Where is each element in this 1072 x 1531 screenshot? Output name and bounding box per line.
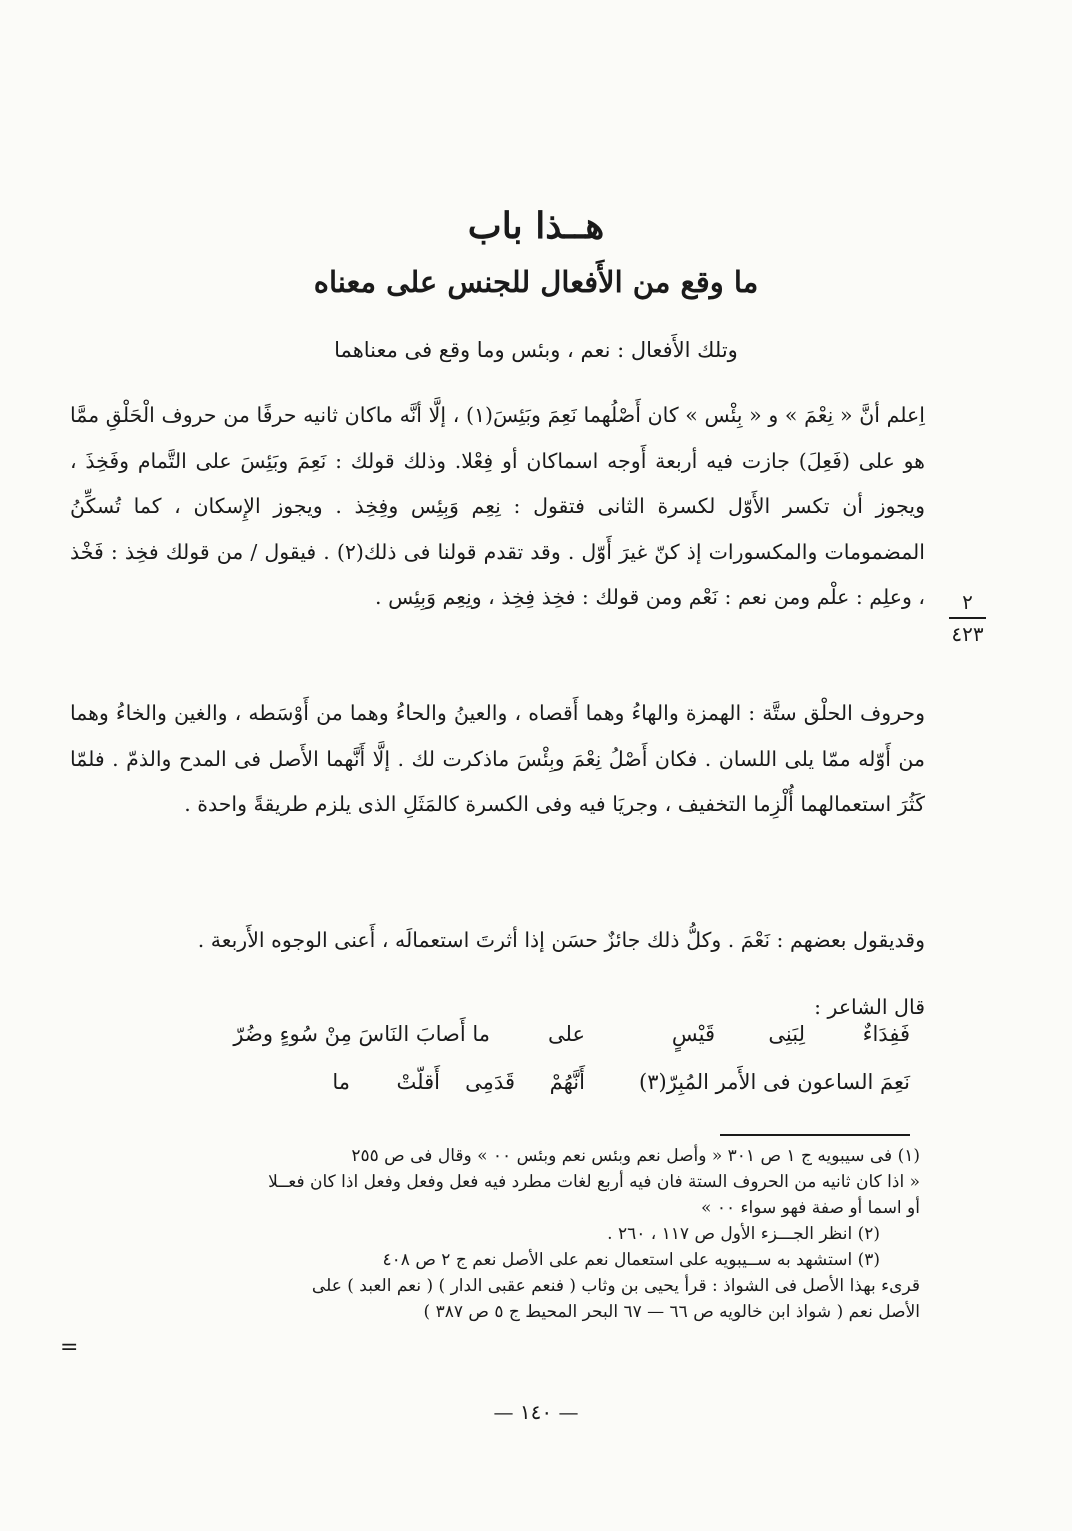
verse-word: فَفِدَاءٌ — [862, 1022, 910, 1046]
verse-hemistich: نَعِمَ الساعون فى الأَمر المُبِرّ(٣) — [639, 1070, 910, 1094]
poet-intro: قال الشاعر : — [814, 995, 925, 1019]
footnote-line: (١) فى سيبويه ج ١ ص ٣٠١ « وأصل نعم وبئس نعم وبئس ٠٠ » وقال فى ص ٢٥٥ — [351, 1146, 920, 1166]
footnote-separator — [720, 1134, 910, 1136]
paragraph-2: وحروف الحلْق ستَّة : الهمزة والهاءُ وهما أَقصاه ، والعينُ والحاءُ وهما من أَوْسَطه ، والغين والخاءُ وهما من أَوّله ممّا يلى اللسان . فكان أَصْلُ نِعْمَ وبِئْسَ ماذكرت لك . إلَّا أَنَّهما الأَصل فى المدح والذمّ . فلمّا كَثُرَ استعمالهما أُلْزِما التخفيف ، وجريَا فيه وفى الكسرة كالمَثَلِ الذى يلزم طريقةً واحدة . — [70, 701, 925, 816]
verse-word: قَيْسٍ — [671, 1022, 715, 1046]
paragraph-1: اِعلم أنَّ « نِعْمَ » و « بِئْس » كان أَصْلُهما نَعِمَ وبَئِسَ(١) ، إلَّا أنَّه ماكان ثانيه حرفًا من حروف الْحَلْقِ ممَّا هو على (فَعِلَ) جازت فيه أربعة أَوجه اسماكان أو فِعْلا. وذلك قولك : نَعِمَ وبَئِسَ على التَّمام وفَخِذَ ، ويجوز أن تكسر الأَوّل لكسرة الثانى فتقول : نِعِم وَبِئِس وفِخِذ . ويجوز الإِسكان ، كما تُسكِّنُ المضمومات والمكسورات إذ كنّ غيرَ أَوّل . وقد تقدم قولنا فى ذلك(٢) . فيقول / من قولك فخِذ : فَخْذ ، وعلِم : علْم ومن نعم : نَعْم ومن قولك : فخِذ فِخِذ ، ونِعِم وَبِئِس . — [70, 403, 925, 609]
chapter-subheading: وتلك الأَفعال : نعم ، وبئس وما وقع فى معناهما — [334, 338, 738, 362]
paragraph-3: وقديقول بعضهم : نَعْمَ . وكلُّ ذلك جائزٌ حسَن إذا أثرتَ استعمالَه ، أَعنى الوجوه الأَربعة . — [197, 928, 925, 952]
footnote-line: الأصل نعم ( شواذ ابن خالويه ص ٦٦ — ٦٧ البحر المحيط ج ٥ ص ٣٨٧ ) — [423, 1302, 920, 1322]
verse-word: أَقلّتْ — [396, 1070, 440, 1094]
footnote-line: « اذا كان ثانيه من الحروف الستة فان فيه أربع لغات مطرد فيه فعل وفعل وفعل اذا كان فعــلا — [268, 1172, 920, 1192]
marginal-page: ٤٢٣ — [951, 622, 984, 646]
verse-line-2 — [110, 1070, 910, 1110]
page-number: — ١٤٠ — — [493, 1400, 579, 1424]
marginal-volume: ٢ — [962, 590, 973, 614]
verse-word: على — [548, 1022, 585, 1046]
chapter-title: هــذا باب — [467, 205, 605, 247]
continuation-mark: = — [60, 1335, 79, 1360]
footnote-line: (٢) انظر الجـــزء الأول ص ١١٧ ، ٢٦٠ . — [607, 1224, 880, 1244]
verse-word: ما — [332, 1070, 350, 1094]
footnote-line: أو اسما أو صفة فهو سواء ٠٠ » — [701, 1198, 920, 1218]
footnotes — [60, 1143, 920, 1325]
marginal-rule — [949, 617, 986, 619]
verse-word: لِبَنِى — [768, 1022, 805, 1046]
verse-word: قَدَمِى — [465, 1070, 515, 1094]
chapter-subtitle: ما وقع من الأَفعال للجنس على معناه — [313, 265, 759, 299]
footnote-line: قرىء بهذا الأصل فى الشواذ : قرأ يحيى بن وثاب ( فنعم عقبى الدار ) ( نعم العبد ) على — [311, 1276, 920, 1296]
verse-hemistich: ما أَصابَ النَاسَ مِنْ سُوءٍ وضُرّ — [233, 1022, 490, 1046]
verse-line-1 — [110, 1022, 910, 1062]
verse-word: أَنَّهُمْ — [549, 1070, 585, 1094]
footnote-line: (٣) استشهد به ســيبويه على استعمال نعم على الأصل نعم ج ٢ ص ٤٠٨ — [382, 1250, 880, 1270]
marginal-reference — [945, 590, 990, 646]
